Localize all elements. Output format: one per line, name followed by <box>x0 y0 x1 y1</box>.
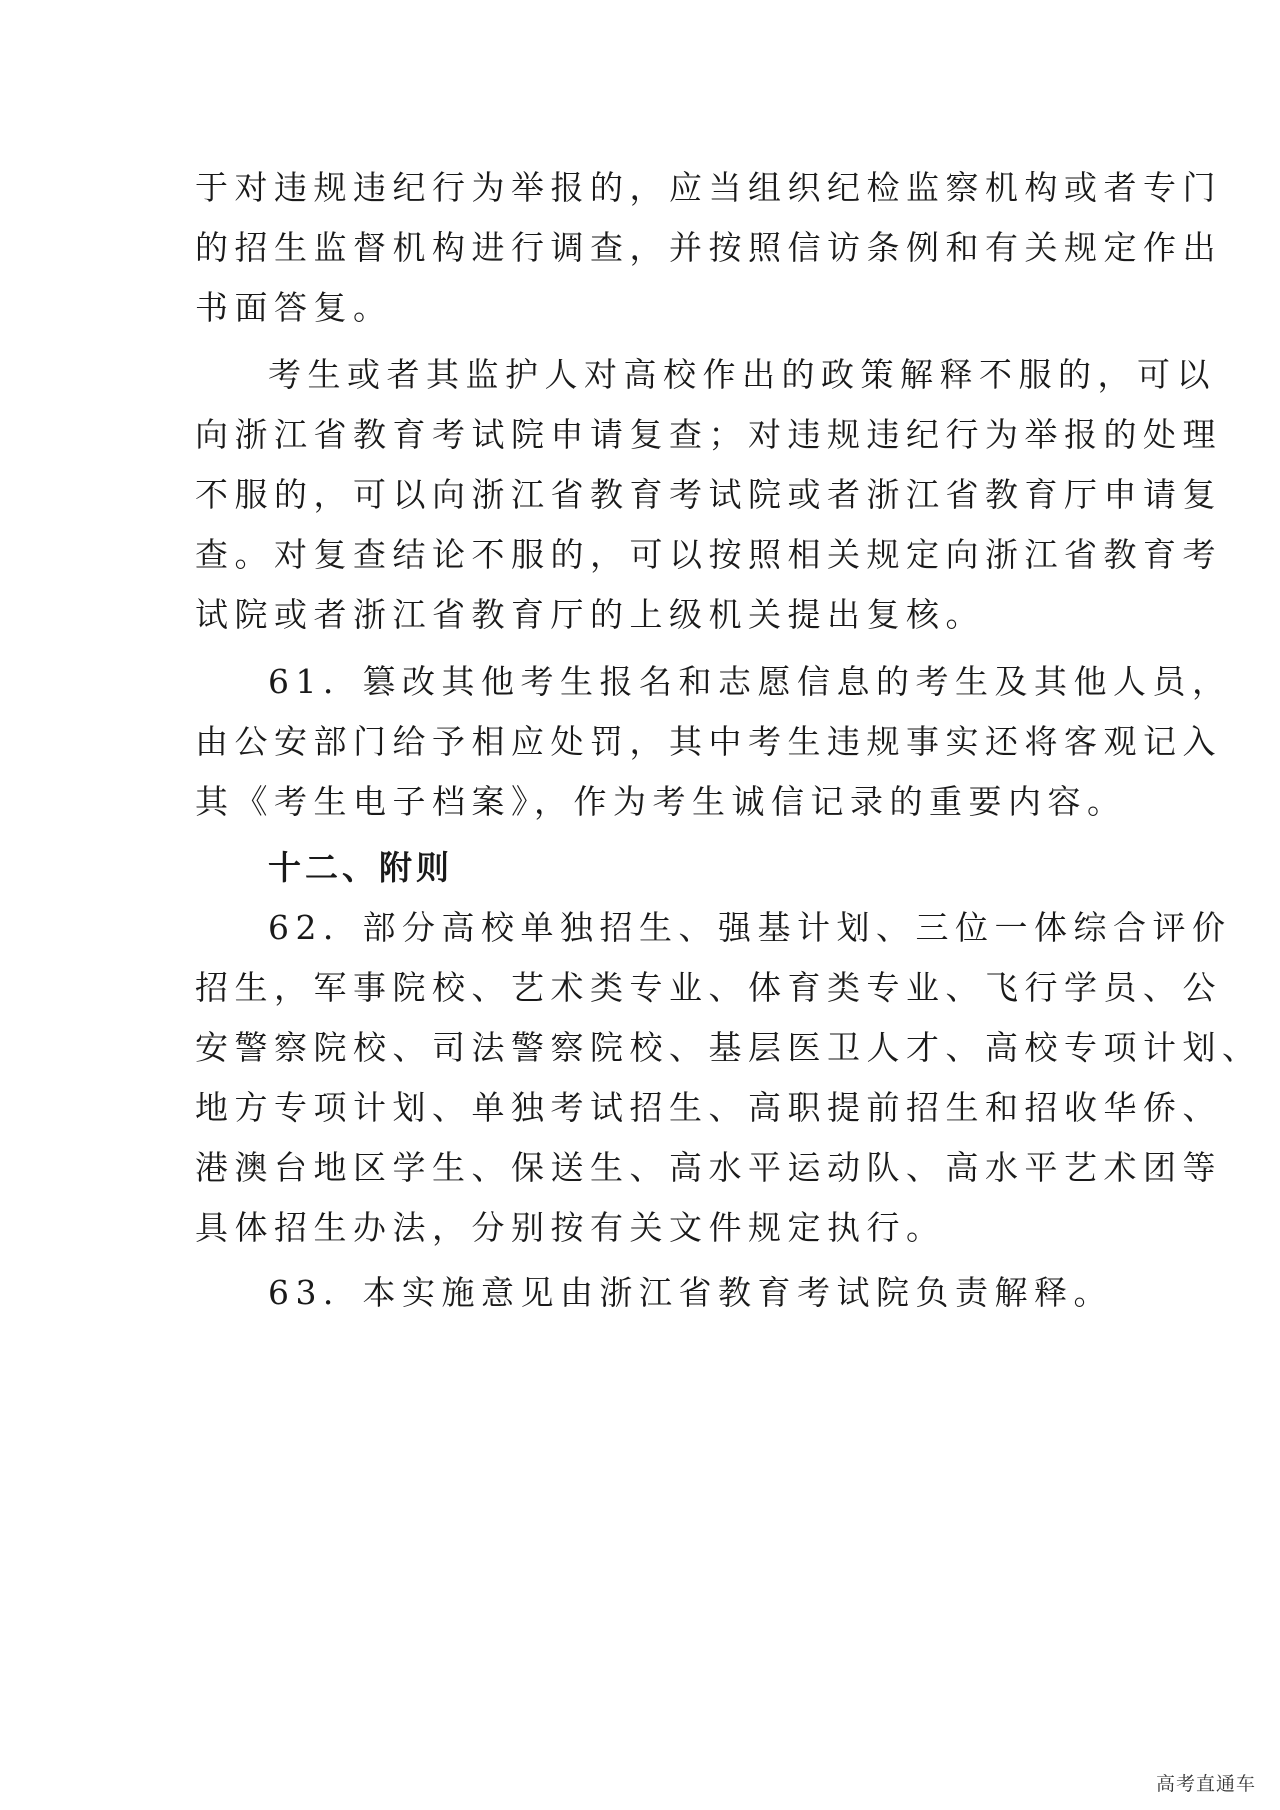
text-line: 港澳台地区学生、保送生、高水平运动队、高水平艺术团等 <box>195 1148 1222 1187</box>
text-line: 查。对复查结论不服的，可以按照相关规定向浙江省教育考 <box>195 535 1222 574</box>
text-line: 招生，军事院校、艺术类专业、体育类专业、飞行学员、公 <box>195 968 1222 1007</box>
text-line: 书面答复。 <box>195 288 393 327</box>
text-line: 向浙江省教育考试院申请复查；对违规违纪行为举报的处理 <box>195 415 1222 454</box>
section-heading: 十二、附则 <box>268 848 453 887</box>
text-line: 安警察院校、司法警察院校、基层医卫人才、高校专项计划、 <box>195 1028 1262 1067</box>
clause-62-line: 62．部分高校单独招生、强基计划、三位一体综合评价 <box>268 908 1232 947</box>
text-line: 的招生监督机构进行调查，并按照信访条例和有关规定作出 <box>195 228 1222 267</box>
text-line: 于对违规违纪行为举报的，应当组织纪检监察机构或者专门 <box>195 168 1222 207</box>
text-line: 由公安部门给予相应处罚，其中考生违规事实还将客观记入 <box>195 722 1222 761</box>
text-line: 地方专项计划、单独考试招生、高职提前招生和招收华侨、 <box>195 1088 1222 1127</box>
clause-63-line: 63．本实施意见由浙江省教育考试院负责解释。 <box>268 1273 1113 1312</box>
paragraph-start-line: 考生或者其监护人对高校作出的政策解释不服的，可以 <box>268 355 1216 394</box>
text-line: 试院或者浙江省教育厅的上级机关提出复核。 <box>195 595 985 634</box>
text-line: 不服的，可以向浙江省教育考试院或者浙江省教育厅申请复 <box>195 475 1222 514</box>
text-line: 具体招生办法，分别按有关文件规定执行。 <box>195 1208 946 1247</box>
clause-61-line: 61．篡改其他考生报名和志愿信息的考生及其他人员， <box>268 662 1232 701</box>
text-line: 其《考生电子档案》，作为考生诚信记录的重要内容。 <box>195 782 1127 821</box>
watermark: 高考直通车 <box>1155 1773 1256 1795</box>
